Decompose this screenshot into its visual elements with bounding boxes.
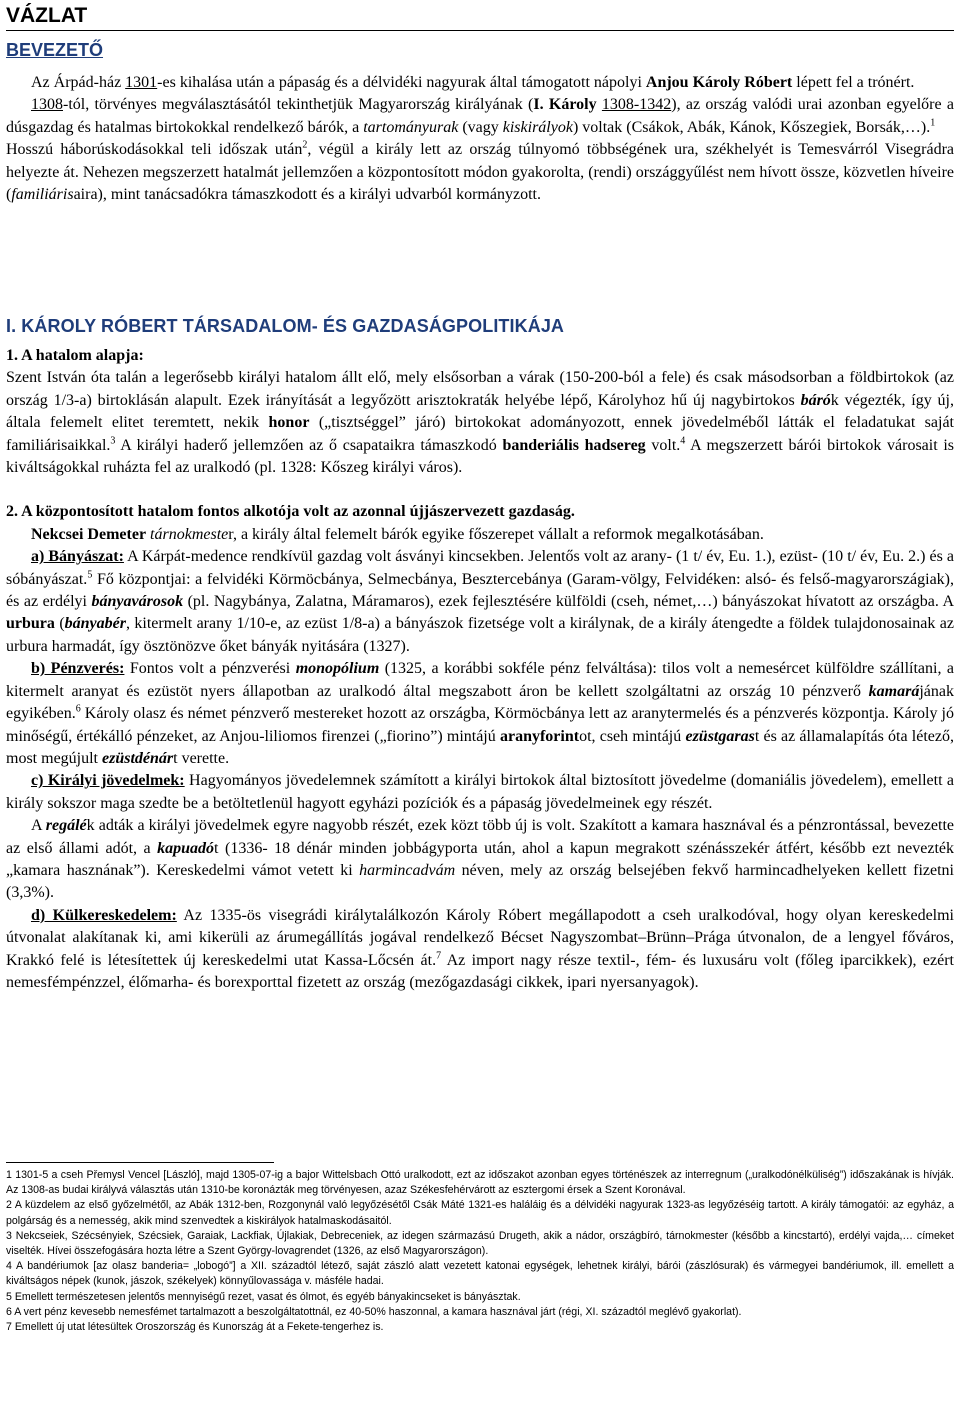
footnote-ref: 4	[680, 435, 686, 447]
text-run: t és az államalapítás óta létező, most megújult	[6, 727, 955, 767]
document-title: VÁZLAT	[6, 0, 954, 31]
term-bold-italic: ezüstgaras	[685, 727, 755, 745]
text-run: k végezték, így új, általa felemelt elitet teremtett, nekik	[6, 391, 954, 432]
term-bold-italic: bányavárosok	[91, 593, 184, 611]
text-run: néven, mely az ország belsejében fekvő harmincadhelyeken kellett fizetni (3,3%).	[6, 861, 954, 902]
text-run: ot, cseh mintájú	[579, 727, 686, 745]
footnote-ref: 3	[110, 435, 116, 447]
intro-paragraph-1	[6, 72, 954, 94]
document-page	[6, 0, 955, 1334]
text-run: volt.	[645, 436, 681, 454]
intro-block	[6, 72, 954, 206]
text-run: Az import nagy része textil-, fém- és luxusáru volt (főleg iparcikkek), ezért nemesfémpénzzel, élőmarha- és borexporttal fizetett az ország (mezőgazdasági cikkek, ipari nyersanyagok).	[6, 951, 955, 991]
paragraph-trade	[6, 905, 954, 995]
text-run: A királyi haderő jellemzően az ő csapataikra támaszkodó	[115, 436, 503, 454]
text-run: jának egyikében.	[6, 682, 954, 723]
text-run: ), az ország valódi urai azonban egyelőre a dúsgazdag és hatalmas birtokokkal rendelkező bárók, a	[6, 96, 955, 136]
paragraph-regale	[6, 815, 954, 905]
text-run: Hosszú háborúskodásokkal teli időszak után	[6, 141, 303, 159]
text-run: (1325, a korábbi sokféle pénz felváltása): tilos volt a nemesércet külföldre szállítani, a kitermelt aranyat és ezüstöt nyers állapotban az uralkodó által megszabott áron be kellett szolgáltatni az ország 10 pénzverő	[6, 660, 955, 700]
term-italic: tartományurak	[363, 118, 459, 136]
footnote: 5 Emellett természetesen jelentős mennyiségű rezet, vasat és ólmot, és egyéb bányakincseket is bányásztak.	[6, 1290, 521, 1303]
intro-paragraph-3	[6, 139, 954, 206]
text-run: aira), mint tanácsadókra támaszkodott és a királyi udvarból kormányzott.	[73, 186, 541, 204]
term-bold-italic: ezüstdénár	[102, 749, 174, 767]
section-paragraph-2	[6, 524, 954, 546]
term-bold: aranyforint	[499, 727, 580, 745]
text-run: („tisztséggel” járó) birtokokat adományozott, ennek jövedelméből látták el feladatukat saját familiárisaikkal.	[6, 414, 954, 454]
text-run: ) voltak (Csákok, Abák, Kánok, Kőszegiek, Borsák,…).	[572, 118, 931, 136]
subheading-1	[6, 345, 954, 367]
term-italic: kiskirályok	[502, 118, 573, 136]
text-run: t (1336- 18 dénár minden jobbágyporta után, ahol a kapun megrakott szénásszekér átfért, később ezt nevezték „kamara hasznának”). Kereskedelmi vámot vetett ki	[6, 839, 955, 879]
footnotes	[6, 1168, 954, 1335]
text-run: Az Árpád-ház	[31, 74, 126, 91]
term-bold-italic: báró	[800, 391, 831, 409]
years-link: 1308-1342	[601, 96, 672, 114]
king-name: I. Károly	[533, 96, 597, 114]
term-bold-italic: kamará	[868, 682, 920, 700]
term-bold-italic: kapuadó	[157, 839, 215, 857]
subsection-label: d) Külkereskedelem:	[31, 906, 177, 924]
text-run: A megszerzett bárói birtokok városait is kiváltságokkal ruházta fel az uralkodó (pl. 1328: Kőszeg királyi város).	[6, 436, 955, 477]
term-bold-italic: regálé	[45, 817, 87, 835]
year-link: 1301	[125, 74, 158, 91]
text-run: r, a király által felemelt bárók egyike főszerepet vállalt a reformok megalkotásában.	[228, 525, 764, 543]
text-run: A Kárpát-medence rendkívül gazdag volt ásványi kincsekben. Jelentős volt az arany- (1 t/ év, Eu. 1.), ezüst- (10 t/ év, Eu. 2.) és a sóbányászat.	[6, 548, 954, 588]
footnote: 2 A küzdelem az első győzelmétől, az Abák 1312-ben, Rozgonynál való legyőzésétől Csák Máté 1321-es haláláig és a délvidéki nagyurak 1323-as legyőzéséig tartott. A király támogatói: az egyház, a polgárság és a nemesség, akik mind szenvedtek a kiskirályok hatalmaskodásaitól.	[6, 1199, 954, 1227]
footnote: 7 Emellett új utat létesültek Oroszország és Kunország át a Fekete-tengerhez is.	[6, 1321, 384, 1334]
subheading-text: 1. A hatalom alapja:	[6, 347, 144, 364]
text-run: Hagyományos jövedelemnek számított a királyi birtokok által biztosított jövedelme (domaniális jövedelem), emellett a király sokszor maga szedte be a betöltetlenül hagyott egyházi pozíciók és a pápaság jövedelmeinek egy részét.	[6, 772, 955, 812]
king-name: Anjou Károly Róbert	[645, 74, 793, 91]
footnote-ref: 7	[436, 950, 442, 962]
text-run: t verette.	[173, 749, 230, 767]
term-bold-italic: monopólium	[295, 660, 380, 678]
text-run: -es kihalása után a pápaság és a délvidéki nagyurak által támogatott nápolyi	[157, 74, 646, 91]
term-bold: banderiális hadsereg	[502, 436, 646, 454]
footnote-separator	[6, 1162, 274, 1163]
text-run: -tól, törvényes megválasztásától tekinthetjük Magyarország királyának (	[63, 96, 534, 114]
section-body	[6, 345, 954, 994]
text-run: , végül a király lett az ország túlnyomó többségének ura, székhelyét is Temesvárról Visegrádra helyezte át. Nehezen megszerzett hatalmát jellemzően a központosított módon gyakorolta, (rendi) országgyűlést nem hívott össze, közvetlen híveire (	[6, 141, 955, 204]
footnote-ref: 2	[302, 139, 308, 151]
paragraph-mining	[6, 546, 954, 658]
term-italic: harmincadvám	[359, 861, 456, 879]
person-name: Nekcsei Demeter	[31, 525, 147, 543]
intro-heading: BEVEZETŐ	[6, 40, 104, 60]
text-run: lépett fel a trónért.	[792, 74, 915, 91]
text-run: (pl. Nagybánya, Zalatna, Máramaros), ezek fejlesztésére külföldi (cseh, német,…) bányászokat hívatott az országba. A	[183, 593, 955, 611]
footnote: 6 A vert pénz kevesebb nemesfémet tartalmazott a beszolgáltatottnál, ez 40-50% haszonnal, a kamara hasznával járt (régi, XI. századtól meglévő gyakorlat).	[6, 1305, 742, 1318]
year-link: 1308	[31, 96, 63, 114]
subsection-label: a) Bányászat:	[31, 548, 124, 566]
subheading-text: 2. A központosított hatalom fontos alkotója volt az azonnal újjászervezett gazdaság.	[6, 503, 575, 521]
term-bold: honor	[268, 414, 310, 432]
footnote-ref: 5	[87, 569, 93, 581]
text-run: (vagy	[458, 118, 503, 136]
section-paragraph-1	[6, 367, 954, 479]
text-run: Károly olasz és német pénzverő mestereket hozott az országba, Körmöcbánya lett az aranytermelés és a pénzverés központja. Károly jó minőségű, értékálló pénzeket, az Anjou-liliomos firenzei („fiorino”) mintájú	[6, 705, 954, 745]
footnote: 3 Nekcseiek, Szécsényiek, Szécsiek, Garaiak, Lackfiak, Újlakiak, Debreceniek, az idegen származású Drugeth, akik a nádor, országbíró, tárnokmester (később a kincstartó), erdélyi vajda,… címeket viselték. Hívei összefogására hozta létre a Szent György-lovagrendet (1326, az első Magyarországon).	[6, 1229, 954, 1258]
text-run: k adták a királyi jövedelmek egyre nagyobb részét, ezek közt több új is volt. Szakított a kamara hasznával és a pénzrontással, bevezette az első állami adót, a	[6, 817, 954, 857]
term-italic: tárnokmeste	[150, 525, 229, 543]
text-run: Az 1335-ös visegrádi királytalálkozón Károly Róbert megállapodott a cseh uralkodóval, hogy olyan kereskedelmi útvonalat alakítanak ki, ami kikerüli az árumegállítás jogával rendelkező Bécset Nagyszombat–Brünn–Prága útvonalon, de a lengyel főváros, Krakkó felé is létesítettek új kereskedelmi utat Kassa-Lőcsén át.	[6, 906, 955, 969]
footnote: 1 1301-5 a cseh Přemysl Vencel [László], majd 1305-07-ig a bajor Wittelsbach Ottó uralkodott, ezt az időszakot azonban egyes történészek az interregnum („uralkodónélküliség”) időszakának is hívják. Az 1308-as budai királyvá választás után 1310-be koronázták meg törvényesen, azaz Székesfehérvárott az esztergomi érsek a Szent Koronával.	[6, 1169, 954, 1197]
footnote: 4 A bandériumok [az olasz banderia= „lobogó”] a XII. századtól létező, saját zászló alatt vezetett katonai egységek, lehetnek királyi, bárói (zászlósurak) és vármegyei bandériumok, ill. emellett a kiváltságos népek (kunok, jászok, székelyek) könnyűlovassága v. másféle hadai.	[6, 1260, 954, 1288]
text-run: Fő központjai: a felvidéki Körmöcbánya, Selmecbánya, Besztercebánya (Garam-völgy, Felvidéken: alsó- és felső-magyarországiak), és az erdélyi	[6, 570, 954, 611]
paragraph-revenues	[6, 770, 954, 815]
footnote-ref: 6	[75, 703, 81, 715]
text-run: (	[54, 615, 65, 633]
term-italic: familiáris	[11, 186, 74, 204]
subsection-label: b) Pénzverés:	[31, 660, 125, 678]
subheading-2	[6, 501, 954, 523]
paragraph-minting	[6, 658, 954, 770]
text-run: Fontos volt a pénzverési	[124, 660, 296, 678]
text-run: Szent István óta talán a legerősebb királyi hatalom állt elő, mely elsősorban a várak (150-200-ból a fele) és csak másodsorban a földbirtokok (az ország 1/3-a) birtoklásán alapult. Ezek irányítását a legyőzött arisztokraták helyébe lépő, Károlyhoz hű új nagybirtokos	[6, 369, 954, 409]
section-heading: I. KÁROLY RÓBERT TÁRSADALOM- ÉS GAZDASÁGPOLITIKÁJA	[6, 316, 565, 336]
text-run: A	[31, 817, 46, 835]
intro-paragraph-2	[6, 94, 954, 139]
term-bold-italic: bányabér	[64, 615, 126, 633]
footnote-ref: 1	[930, 117, 936, 129]
text-run: , kitermelt arany 1/10-e, az ezüst 1/8-a) a bányászok fizetsége volt a királynak, de a király átengedte a földek tulajdonosainak az urbura harmadát, így ösztönözve őket bányák nyitására (1327).	[6, 615, 955, 655]
term-bold: urbura	[6, 615, 55, 633]
subsection-label: c) Királyi jövedelmek:	[31, 772, 185, 790]
